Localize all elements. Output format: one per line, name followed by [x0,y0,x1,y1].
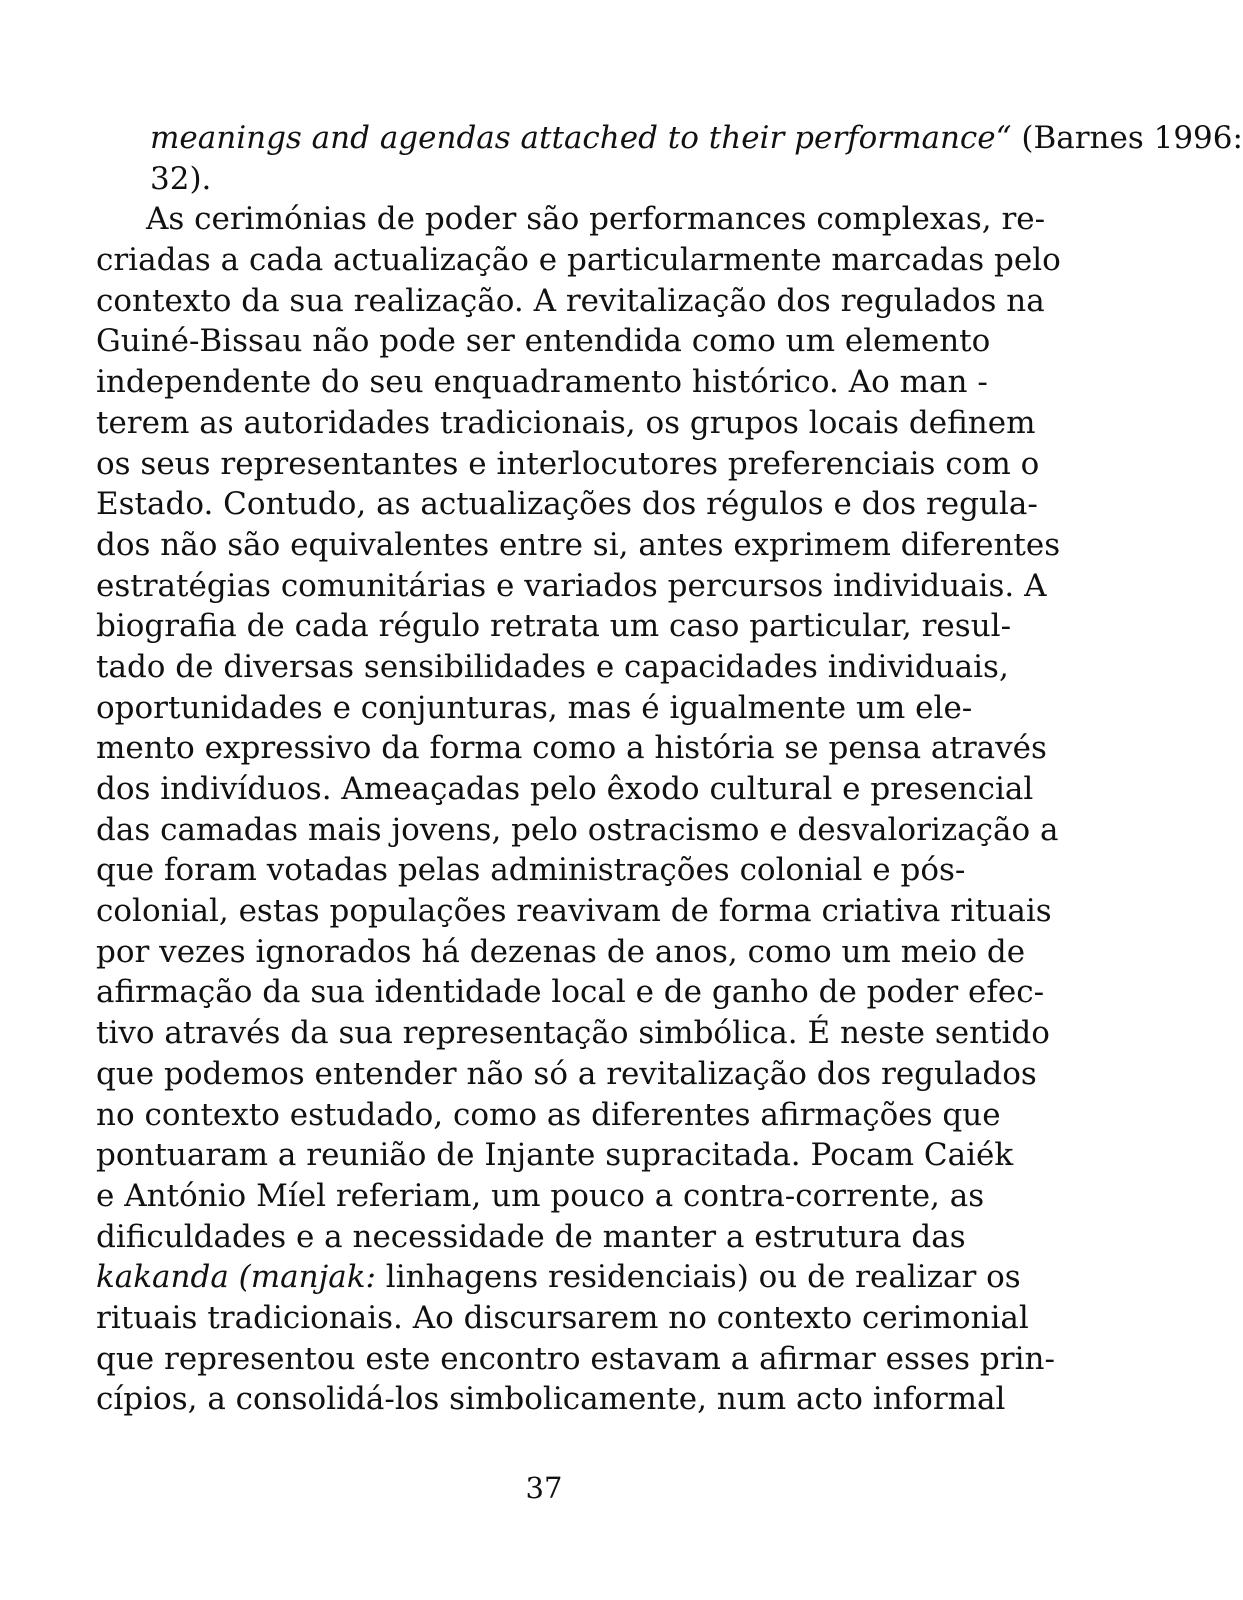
paragraph-line: criadas a cada actualização e particularmente marcadas pelo [96,242,1061,279]
paragraph-line: estratégias comunitárias e variados percursos individuais. A [96,567,1047,604]
quote-line-1 [96,118,1243,159]
paragraph-line: dos não são equivalentes entre si, antes exprimem diferentes [96,526,1061,563]
paragraph-line: mento expressivo da forma como a história se pensa através [96,730,1047,767]
paragraph-line: biografia de cada régulo retrata um caso particular, resul- [96,608,1012,645]
page-number: 37 [525,1471,563,1505]
paragraph-line: cípios, a consolidá-los simbolicamente, num acto informal [96,1381,1006,1418]
paragraph-line: que foram votadas pelas administrações colonial e pós- [96,852,966,889]
paragraph-line: oportunidades e conjunturas, mas é igualmente um ele- [96,689,973,726]
paragraph-line: terem as autoridades tradicionais, os grupos locais definem [96,404,1036,441]
paragraph-line: contexto da sua realização. A revitalização dos regulados na [96,282,1045,319]
paragraph-line: que podemos entender não só a revitalização dos regulados [96,1055,1037,1092]
paragraph-line: independente do seu enquadramento histórico. Ao man - [96,364,988,401]
paragraph-line: afirmação da sua identidade local e de ganho de poder efec- [96,974,1045,1011]
paragraph-line: rituais tradicionais. Ao discursarem no contexto cerimonial [96,1299,1029,1336]
paragraph-line-italic [96,1257,1021,1298]
paragraph-line: As cerimónias de poder são performances complexas, re- [146,201,1046,238]
paragraph-line: das camadas mais jovens, pelo ostracismo e desvalorização a [96,811,1059,848]
paragraph-line: que representou este encontro estavam a afirmar esses prin- [96,1340,1055,1377]
quote-italic-text: meanings and agendas attached to their performance“ [150,120,1012,156]
paragraph-line: tado de diversas sensibilidades e capacidades individuais, [96,648,1009,685]
paragraph-continued [96,1298,1055,1420]
paragraph-line: no contexto estudado, como as diferentes afirmações que [96,1096,1001,1133]
italic-line-rest: linhagens residenciais) ou de realizar os [375,1259,1021,1296]
italic-term: kakanda (manjak: [96,1259,376,1296]
quote-citation: (Barnes 1996: [1011,120,1243,156]
body-text [96,118,1243,1420]
paragraph-line: dificuldades e a necessidade de manter a estrutura das [96,1218,966,1255]
paragraph-line: tivo através da sua representação simbólica. É neste sentido [96,1015,1050,1052]
paragraph [96,199,1061,1257]
paragraph-line: e António Míel referiam, um pouco a contra-corrente, as [96,1177,985,1214]
paragraph-line: pontuaram a reunião de Injante supracitada. Pocam Caiék [96,1137,1014,1174]
paragraph-line: por vezes ignorados há dezenas de anos, como um meio de [96,933,1026,970]
paragraph-line: dos indivíduos. Ameaçadas pelo êxodo cultural e presencial [96,771,1034,807]
paragraph-line: os seus representantes e interlocutores preferenciais com o [96,445,1040,482]
paragraph-line: Estado. Contudo, as actualizações dos régulos e dos regula- [96,486,1038,523]
paragraph-line: colonial, estas populações reavivam de forma criativa rituais [96,893,1052,930]
paragraph-line: Guiné-Bissau não pode ser entendida como um elemento [96,323,991,360]
quote-line-2: 32). [150,160,212,197]
